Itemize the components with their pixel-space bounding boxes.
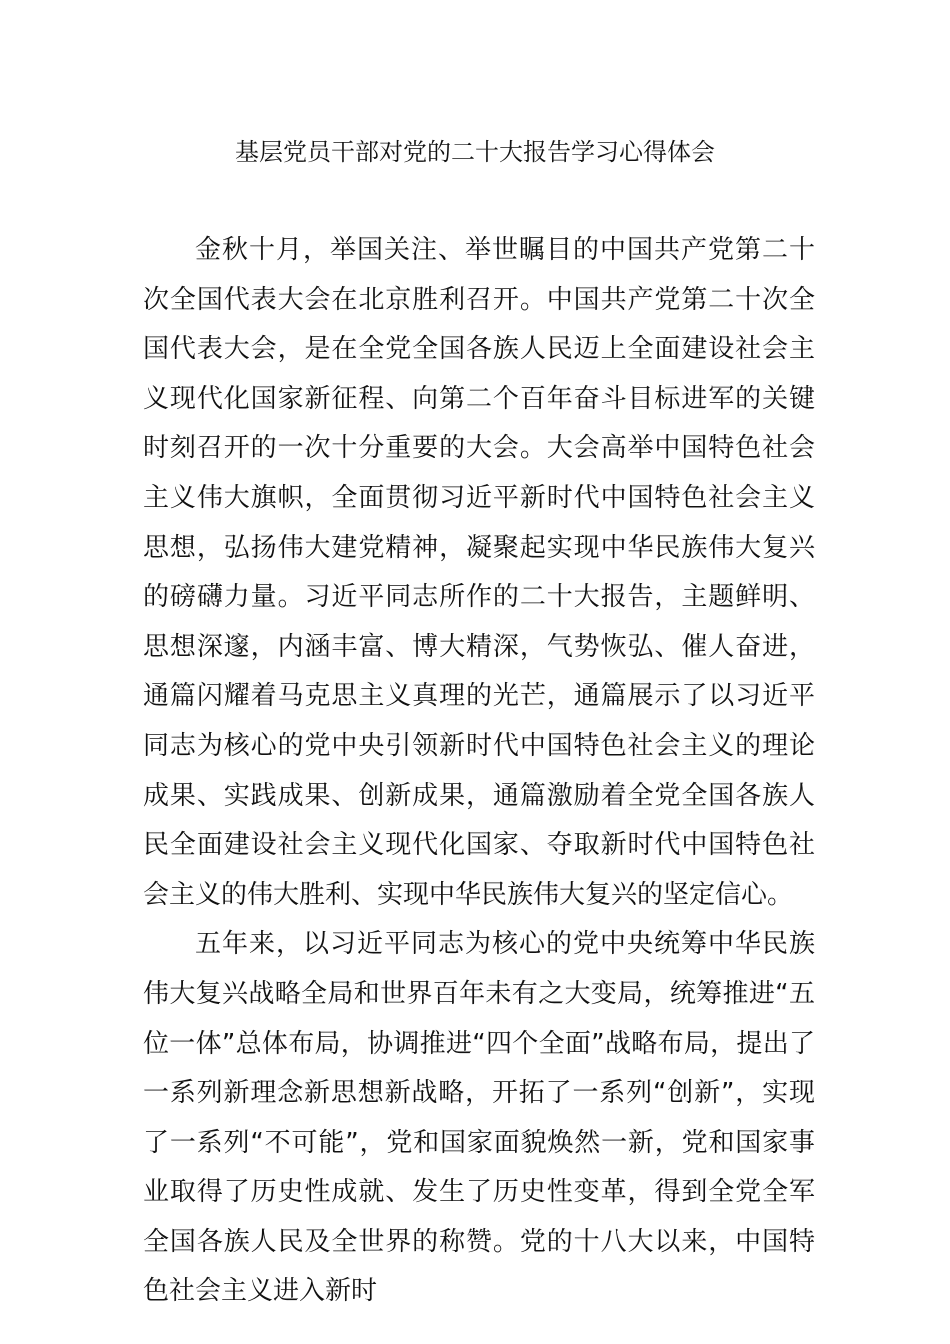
document-body: [143, 226, 815, 1317]
paragraph-2: 五年来，以习近平同志为核心的党中央统筹中华民族伟大复兴战略全局和世界百年未有之大变局，统筹推进“五位一体”总体布局，协调推进“四个全面”战略布局，提出了一系列新理念新思想新战略，开拓了一系列“创新”，实现了一系列“不可能”，党和国家面貌焕然一新，党和国家事业取得了历史性成就、发生了历史性变革，得到全党全军全国各族人民及全世界的称赞。党的十八大以来，中国特色社会主义进入新时: [143, 929, 815, 1307]
document-title: 基层党员干部对党的二十大报告学习心得体会: [235, 138, 715, 166]
paragraph-1: 金秋十月，举国关注、举世瞩目的中国共产党第二十次全国代表大会在北京胜利召开。中国共产党第二十次全国代表大会，是在全党全国各族人民迈上全面建设社会主义现代化国家新征程、向第二个百年奋斗目标进军的关键时刻召开的一次十分重要的大会。大会高举中国特色社会主义伟大旗帜，全面贯彻习近平新时代中国特色社会主义思想，弘扬伟大建党精神，凝聚起实现中华民族伟大复兴的磅礴力量。习近平同志所作的二十大报告，主题鲜明、思想深邃，内涵丰富、博大精深，气势恢弘、催人奋进，通篇闪耀着马克思主义真理的光芒，通篇展示了以习近平同志为核心的党中央引领新时代中国特色社会主义的理论成果、实践成果、创新成果，通篇激励着全党全国各族人民全面建设社会主义现代化国家、夺取新时代中国特色社会主义的伟大胜利、实现中华民族伟大复兴的坚定信心。: [143, 235, 815, 910]
